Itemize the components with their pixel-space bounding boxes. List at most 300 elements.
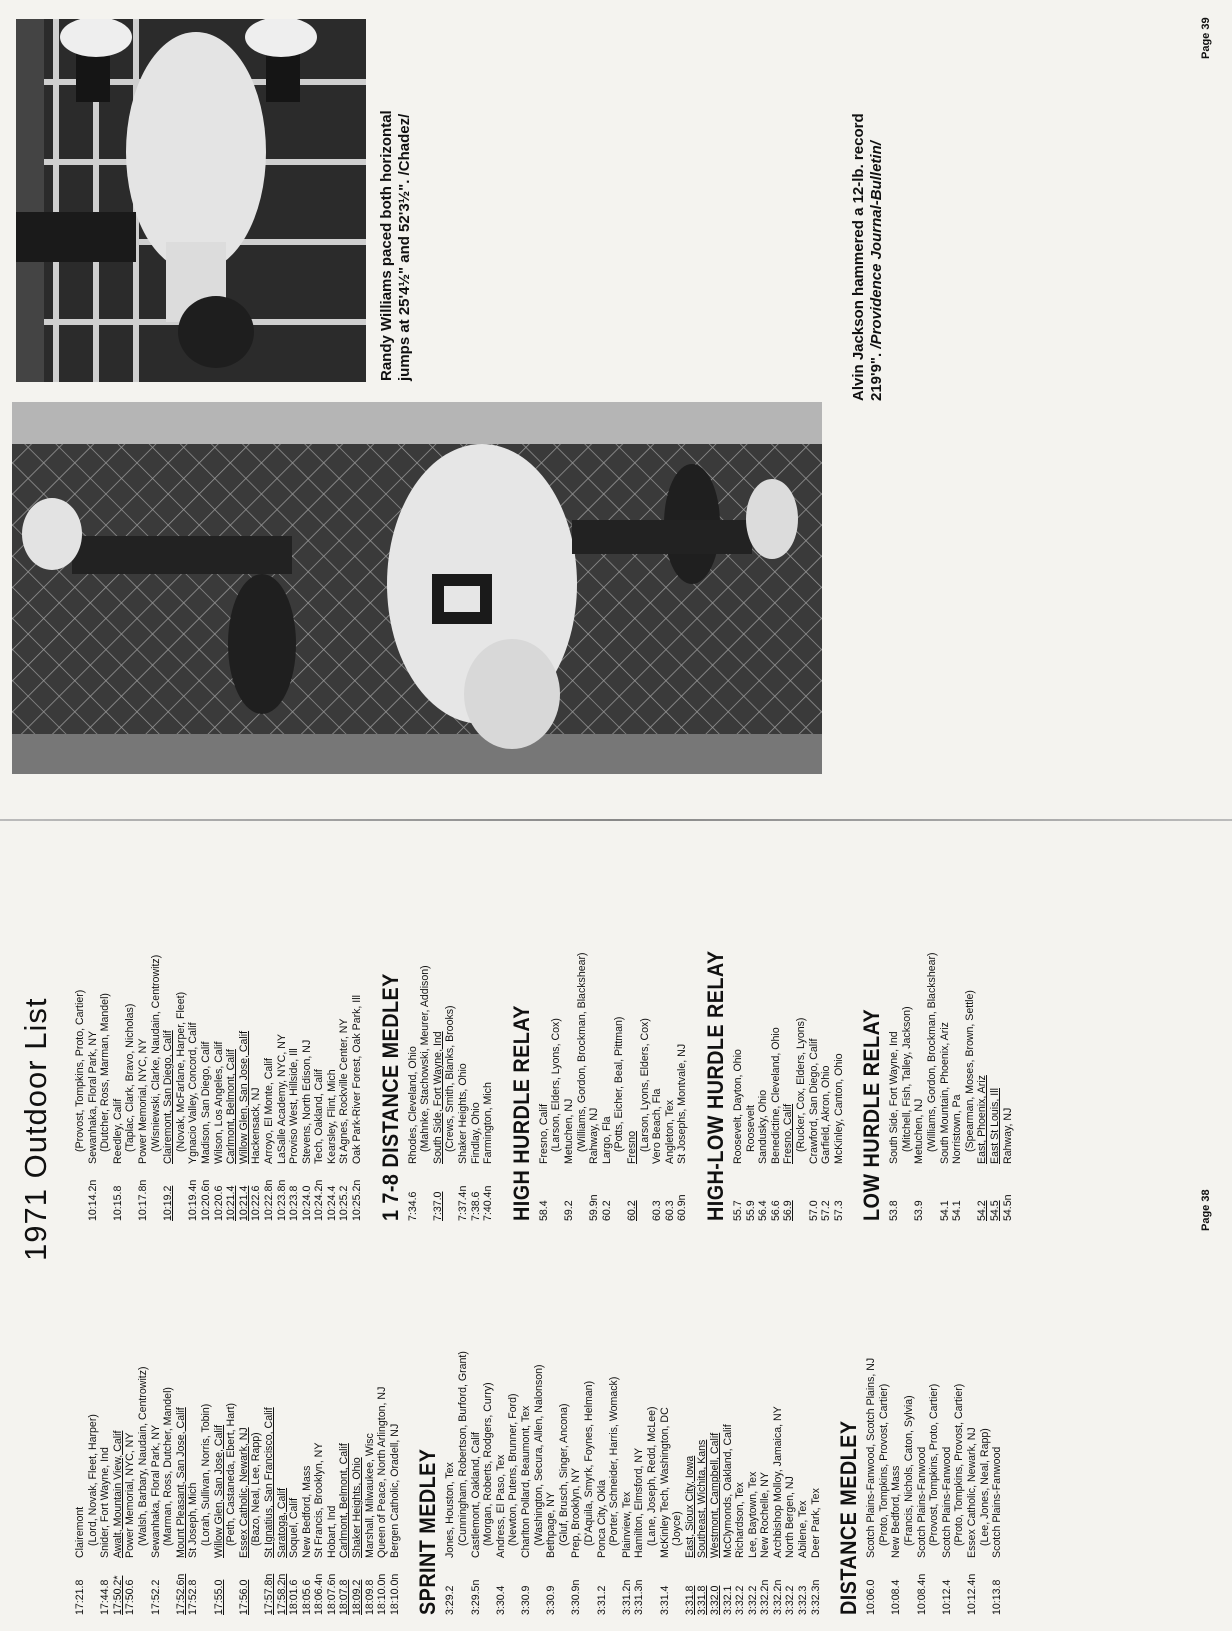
result-time: 3:30.9 — [520, 1585, 532, 1615]
result-school: (Spearman, Moses, Brown, Settle) — [963, 990, 976, 1152]
result-school: (Walsh, Barbary, Naudain, Centrowitz) — [136, 1366, 149, 1546]
result-time — [583, 1558, 596, 1615]
result-school: Ponca City, Okla — [595, 1479, 608, 1558]
section-heading-distance-medley: DISTANCE MEDLEY — [836, 1420, 862, 1615]
result-time: 17:52.6n — [174, 1573, 187, 1615]
result-row — [87, 1225, 100, 1615]
result-time — [124, 1164, 137, 1221]
result-row — [576, 831, 589, 1221]
result-time — [175, 1164, 188, 1221]
result-row — [888, 831, 901, 1221]
result-row — [213, 1225, 226, 1615]
result-time: 60.3 — [651, 1200, 664, 1221]
result-time: 3:31.2n — [620, 1579, 633, 1615]
hammer-photo-caption — [850, 11, 886, 401]
result-time — [507, 1558, 520, 1615]
left-page — [0, 821, 1232, 1631]
result-school: Rahway, NJ — [588, 1107, 601, 1164]
result-school: Carlmont, Belmont, Calif — [225, 1049, 238, 1164]
result-time: 3:32.1 — [721, 1585, 734, 1615]
result-school: (Novak, McFarlane, Harper, Fleet) — [174, 991, 187, 1152]
result-row — [313, 831, 326, 1221]
result-school: South Side, Fort Wayne, Ind — [888, 1031, 901, 1164]
result-time — [533, 1558, 546, 1615]
result-row — [520, 1225, 533, 1615]
result-row — [470, 1225, 483, 1615]
result-school: Willow Glen, San Jose, Calif — [212, 1424, 225, 1558]
result-time: 7:37.0 — [431, 1191, 444, 1221]
result-time — [99, 1164, 112, 1221]
result-school: (Bazo, Neal, Lee, Rapp) — [250, 1432, 263, 1546]
result-school: Power Memorial, NYC, NY — [124, 1432, 137, 1558]
result-row — [782, 831, 795, 1221]
result-row — [621, 1225, 634, 1615]
result-row — [313, 1225, 326, 1615]
results-list — [732, 831, 845, 1221]
result-time: 3:31.2 — [595, 1585, 608, 1615]
result-row — [150, 831, 163, 1221]
result-row — [326, 831, 339, 1221]
result-school: Madison, San Diego, Calif — [199, 1041, 212, 1164]
result-time: 10:20.6 — [212, 1185, 225, 1221]
result-school: Arroyo, El Monte, Calif — [262, 1058, 275, 1164]
result-row — [225, 1225, 238, 1615]
result-time: 54.5n — [1001, 1194, 1014, 1221]
result-row — [563, 831, 576, 1221]
result-time — [979, 1558, 992, 1615]
result-school: Fresno, Calif — [537, 1103, 550, 1164]
result-row — [470, 831, 483, 1221]
result-time: 10:24.0 — [300, 1185, 313, 1221]
caption-line: 219'9". — [868, 352, 885, 401]
result-school: Scotch Plains-Fanwood, Scotch Plains, NJ — [865, 1357, 878, 1558]
result-time: 10:23.8n — [275, 1179, 288, 1221]
result-row — [482, 1225, 495, 1615]
result-row — [916, 1225, 929, 1615]
result-time: 3:30.9 — [545, 1585, 558, 1615]
result-row — [966, 1225, 979, 1615]
result-school: (Mitchell, Fish, Talley, Jackson) — [900, 1006, 913, 1152]
result-school: Metuchen, NJ — [913, 1098, 926, 1164]
result-school: (Larson, Elders, Lyons, Cox) — [550, 1018, 563, 1152]
result-school: Soquel, Calif — [288, 1497, 301, 1558]
result-row — [444, 831, 457, 1221]
result-row — [558, 1225, 571, 1615]
results-column-2 — [74, 831, 1014, 1221]
result-school: (Lorah, Sullivan, Norris, Tobin) — [199, 1403, 212, 1546]
result-time: 18:10.0n — [388, 1573, 401, 1615]
result-school: Plainview, Tex — [620, 1491, 633, 1558]
result-row — [865, 1225, 878, 1615]
result-row — [457, 831, 470, 1221]
result-school: Shaker Heights, Ohio — [457, 1063, 470, 1164]
result-time: 60.2 — [600, 1200, 613, 1221]
result-row — [890, 1225, 903, 1615]
result-row — [989, 831, 1002, 1221]
result-time: 3:29.5n — [469, 1579, 482, 1615]
result-school: McKinley, Canton, Ohio — [832, 1053, 845, 1164]
result-time — [964, 1164, 977, 1221]
result-time: 3:31.4 — [658, 1585, 671, 1615]
jumper-photo — [16, 19, 366, 382]
result-row — [137, 831, 150, 1221]
results-list — [407, 831, 495, 1221]
caption-line: Randy Williams paced both horizontal — [378, 110, 395, 381]
result-row — [901, 831, 914, 1221]
result-school: Queen of Peace, North Arlington, NJ — [376, 1386, 389, 1558]
result-time: 17:58.2n — [275, 1573, 288, 1615]
result-school: Vero Beach, Fla — [651, 1088, 664, 1164]
result-school: Sewanhaka, Floral Park, NY — [149, 1424, 162, 1558]
result-school: (Cunningham, Robertson, Burford, Grant) — [457, 1351, 470, 1546]
result-time: 3:32.3n — [809, 1579, 822, 1615]
result-time — [550, 1164, 563, 1221]
result-school: (Lord, Novak, Fleet, Harper) — [86, 1414, 99, 1546]
result-time: 17:55.0 — [212, 1579, 225, 1615]
result-row — [263, 1225, 276, 1615]
result-time: 53.9 — [913, 1200, 926, 1221]
result-time: 17:50.2* — [111, 1575, 124, 1615]
result-row — [376, 1225, 389, 1615]
result-row — [747, 1225, 760, 1615]
result-time — [639, 1164, 652, 1221]
result-school: Clairemont — [74, 1506, 86, 1558]
result-row — [124, 831, 137, 1221]
result-school: McKinley Tech, Washington, DC — [658, 1407, 671, 1558]
result-school: Deer Park, Tex — [809, 1488, 822, 1558]
result-time — [903, 1558, 916, 1615]
result-row — [646, 1225, 659, 1615]
result-time: 17:50.6 — [124, 1579, 137, 1615]
result-row — [351, 1225, 364, 1615]
result-row — [162, 831, 175, 1221]
result-time — [250, 1558, 263, 1615]
result-row — [288, 1225, 301, 1615]
results-list — [538, 831, 689, 1221]
result-time: 55.7 — [731, 1200, 744, 1221]
result-row — [626, 831, 639, 1221]
result-time: 17:52.2 — [149, 1579, 162, 1615]
result-time: 57.2 — [820, 1200, 833, 1221]
result-row — [964, 831, 977, 1221]
result-row — [301, 1225, 314, 1615]
result-time — [558, 1558, 571, 1615]
result-school: St Agnes, Rockville Center, NY — [338, 1018, 351, 1164]
result-time: 3:32.0 — [708, 1585, 721, 1615]
result-school: New Bedford, Mass — [300, 1465, 313, 1558]
result-school: South Side, Fort Wayne, Ind — [431, 1031, 444, 1164]
result-row — [734, 1225, 747, 1615]
result-row — [601, 831, 614, 1221]
result-school: (Francis, Nichols, Caton, Sylvia) — [903, 1395, 916, 1546]
result-school: Metuchen, NJ — [563, 1098, 575, 1164]
result-time: 57.3 — [832, 1200, 845, 1221]
result-row — [351, 831, 364, 1221]
result-time: 56.6 — [769, 1200, 782, 1221]
result-school: (Newton, Putens, Brunner, Ford) — [507, 1393, 520, 1546]
result-row — [583, 1225, 596, 1615]
result-school: (Lee, Jones, Neal, Rapp) — [978, 1428, 991, 1546]
result-time: 18:09.8 — [363, 1579, 376, 1615]
result-time: 18:01.6 — [288, 1579, 301, 1615]
result-school: (Joyce) — [671, 1511, 684, 1546]
result-row — [797, 1225, 810, 1615]
result-school: Richardson, Tex — [734, 1482, 747, 1558]
result-row — [301, 831, 314, 1221]
result-row — [953, 1225, 966, 1615]
result-time: 54.1 — [938, 1200, 951, 1221]
results-list — [865, 1225, 1004, 1615]
result-time: 10:13.8 — [991, 1579, 1004, 1615]
result-time: 56.9 — [782, 1200, 795, 1221]
result-time: 10:14.2n — [86, 1179, 99, 1221]
result-time — [457, 1558, 470, 1615]
result-time: 3:30.4 — [494, 1585, 507, 1615]
result-school: South Mountain, Phoenix, Ariz — [938, 1022, 951, 1164]
result-row — [250, 831, 263, 1221]
result-school: (Marman, Ross, Dutcher, Mandel) — [162, 1387, 175, 1546]
result-row — [87, 831, 100, 1221]
result-row — [250, 1225, 263, 1615]
result-time — [137, 1558, 150, 1615]
section-heading-high-low-hurdle-relay: HIGH-LOW HURDLE RELAY — [702, 950, 728, 1221]
result-row — [903, 1225, 916, 1615]
result-school: (Peth, Castaneda, Ebert, Hart) — [225, 1402, 238, 1546]
result-time: 10:19.4n — [187, 1179, 200, 1221]
result-row — [507, 1225, 520, 1615]
result-row — [137, 1225, 150, 1615]
result-row — [939, 831, 952, 1221]
result-school: Benedictine, Cleveland, Ohio — [769, 1027, 782, 1164]
result-school: Andress, El Paso, Tex — [494, 1454, 507, 1558]
result-school: Prep, Brooklyn, NY — [570, 1467, 583, 1558]
result-row — [213, 831, 226, 1221]
result-time: 10:06.0 — [865, 1579, 878, 1615]
result-school: Awalt, Mountain View, Calif — [111, 1430, 124, 1558]
result-school: Farmington, Mich — [482, 1082, 495, 1164]
result-school: (Proto, Tompkins, Provost, Cartier) — [877, 1383, 890, 1546]
result-time: 10:08.4 — [890, 1579, 903, 1615]
result-time: 18:09.2 — [351, 1579, 364, 1615]
result-time: 10:15.8 — [111, 1185, 124, 1221]
result-time — [671, 1558, 684, 1615]
result-time — [795, 1164, 808, 1221]
result-school: Angleton, Tex — [663, 1099, 676, 1164]
result-school: St Joseph, Mich — [187, 1482, 200, 1558]
result-school: (Williams, Gordon, Brockman, Blackshear) — [575, 952, 588, 1152]
result-row — [150, 1225, 163, 1615]
result-row — [608, 1225, 621, 1615]
result-school: New Bedford, Mass — [890, 1465, 903, 1558]
result-time: 17:52.8 — [187, 1579, 200, 1615]
result-school: North Bergen, NJ — [784, 1476, 797, 1558]
result-school: Lee, Baytown, Tex — [746, 1471, 759, 1558]
result-time: 3:32.2 — [784, 1585, 797, 1615]
result-row — [338, 1225, 351, 1615]
result-row — [175, 1225, 188, 1615]
result-row — [162, 1225, 175, 1615]
result-school: Hobart, Ind — [325, 1505, 338, 1558]
result-time: 18:07.8 — [338, 1579, 351, 1615]
result-time: 54.2 — [976, 1200, 989, 1221]
result-school: Castlemont, Oakland, Calif — [469, 1431, 482, 1558]
result-time — [482, 1558, 495, 1615]
result-time — [444, 1164, 457, 1221]
result-time: 3:31.8 — [696, 1585, 709, 1615]
result-row — [550, 831, 563, 1221]
result-row — [613, 831, 626, 1221]
result-time: 10:21.4 — [237, 1185, 250, 1221]
result-time: 10:24.4 — [325, 1185, 338, 1221]
result-row — [979, 1225, 992, 1615]
result-row — [200, 831, 213, 1221]
results-list — [888, 831, 1014, 1221]
result-row — [364, 1225, 377, 1615]
result-time: 10:21.4 — [225, 1185, 238, 1221]
result-time: 57.0 — [807, 1200, 820, 1221]
result-time: 17:57.8n — [262, 1573, 275, 1615]
result-school: Abilene, Tex — [797, 1500, 810, 1558]
result-row — [200, 1225, 213, 1615]
result-school: East, Sioux City, Iowa — [683, 1455, 696, 1558]
result-time: 3:30.9n — [570, 1579, 583, 1615]
result-time — [225, 1558, 238, 1615]
result-time: 10:22.8n — [262, 1179, 275, 1221]
result-school: Snider, Fort Wayne, Ind — [99, 1447, 112, 1558]
result-row — [238, 831, 251, 1221]
result-school: Bethpage, NY — [545, 1492, 558, 1558]
hammer-thrower-photo — [12, 402, 822, 774]
section-heading-178-distance-medley: 1 7-8 DISTANCE MEDLEY — [377, 973, 403, 1221]
result-time — [926, 1164, 939, 1221]
results-list — [444, 1225, 822, 1615]
result-school: Roosevelt — [744, 1104, 757, 1152]
result-time: 17:56.0 — [237, 1579, 250, 1615]
result-school: Southeast, Wichita, Kans — [696, 1439, 709, 1558]
result-school: Ygnacio Valley, Concord, Calif — [187, 1022, 200, 1164]
page-number: Page 38 — [1200, 1189, 1212, 1231]
result-school: (Washington, Secura, Allen, Nalonson) — [532, 1364, 545, 1546]
hammer-thrower-photo-image — [12, 402, 822, 774]
result-school: (D'Aquila, Smyrk, Foynes, Helman) — [582, 1380, 595, 1546]
result-school: Scotch Plains-Fanwood — [991, 1446, 1004, 1558]
result-time: 7:40.4n — [482, 1185, 495, 1221]
result-time: 3:32.2n — [759, 1579, 772, 1615]
result-school: Fresno, Calif — [782, 1103, 795, 1164]
result-time: 10:19.2 — [162, 1185, 175, 1221]
result-time — [901, 1164, 914, 1221]
result-row — [639, 831, 652, 1221]
page-gutter — [0, 819, 1232, 821]
result-time: 3:29.2 — [444, 1585, 457, 1615]
jumper-photo-image — [16, 19, 366, 382]
result-time — [576, 1164, 589, 1221]
result-time — [150, 1164, 163, 1221]
result-time: 10:20.6n — [199, 1179, 212, 1221]
result-school: Crawford, San Diego, Calif — [807, 1038, 820, 1164]
result-school: Power Memorial, NYC, NY — [136, 1038, 149, 1164]
result-row — [74, 1225, 87, 1615]
result-time: 10:12.4 — [940, 1579, 953, 1615]
result-school: Marshall, Milwaukee, Wisc — [363, 1433, 376, 1558]
result-time: 60.3 — [663, 1200, 676, 1221]
result-row — [545, 1225, 558, 1615]
result-school: Garfield, Akron, Ohio — [820, 1065, 833, 1164]
result-row — [745, 831, 758, 1221]
result-row — [784, 1225, 797, 1615]
result-time: 18:05.6 — [300, 1579, 313, 1615]
result-time — [608, 1558, 621, 1615]
result-school: McClymonds, Oakland, Calif — [721, 1424, 734, 1558]
section-heading-sprint-medley: SPRINT MEDLEY — [415, 1448, 441, 1615]
result-row — [419, 831, 432, 1221]
result-school: Rhodes, Cleveland, Ohio — [406, 1046, 419, 1164]
result-time: 17:21.8 — [74, 1579, 86, 1615]
result-time: 10:17.8n — [136, 1179, 149, 1221]
result-row — [495, 1225, 508, 1615]
result-school: Essex Catholic, Newark, NJ — [966, 1427, 978, 1558]
result-row — [112, 831, 125, 1221]
result-row — [659, 1225, 672, 1615]
result-row — [99, 1225, 112, 1615]
result-school: (Crews, Smith, Blanks, Brooks) — [444, 1005, 457, 1152]
result-row — [684, 1225, 697, 1615]
results-list — [74, 1225, 401, 1615]
result-row — [991, 1225, 1004, 1615]
result-school: Carlmont, Belmont, Calif — [338, 1443, 351, 1558]
result-time — [646, 1558, 659, 1615]
result-time: 3:32.2 — [746, 1585, 759, 1615]
result-row — [238, 1225, 251, 1615]
section-heading-low-hurdle-relay: LOW HURDLE RELAY — [859, 1008, 885, 1221]
result-school: St Josephs, Montvale, NJ — [676, 1043, 689, 1164]
result-time: 7:37.4n — [457, 1185, 470, 1221]
result-school: (Williams, Gordon, Brockman, Blackshear) — [926, 952, 939, 1152]
results-column-1 — [74, 1225, 1004, 1615]
result-row — [99, 831, 112, 1221]
result-school: Sandusky, Ohio — [757, 1089, 770, 1164]
result-row — [457, 1225, 470, 1615]
result-school: Rahway, NJ — [1001, 1107, 1014, 1164]
result-school: (Porter, Schneider, Harris, Womack) — [608, 1376, 621, 1546]
caption-line: jumps at 25'4½" and 52'3½". /Chadez/ — [396, 113, 413, 381]
result-school: (Morgan, Roberts, Rodgers, Curry) — [482, 1382, 495, 1546]
result-school: Scotch Plains-Fanwood — [915, 1446, 928, 1558]
result-time: 53.8 — [888, 1200, 901, 1221]
photo-credit: /Providence Journal-Bulletin/ — [868, 141, 885, 349]
page-number: Page 39 — [1200, 17, 1212, 59]
result-time: 3:31.8 — [683, 1585, 696, 1615]
result-school: (Gluf, Brusch, Singer, Ancona) — [557, 1403, 570, 1546]
result-time: 18:07.6n — [325, 1573, 338, 1615]
caption-line: Alvin Jackson hammered a 12-lb. record — [850, 113, 867, 401]
result-school: Hackensack, NJ — [250, 1087, 263, 1164]
result-school: New Rochelle, NY — [759, 1472, 772, 1558]
result-time — [928, 1558, 941, 1615]
result-row — [444, 1225, 457, 1615]
jumper-photo-caption — [378, 1, 414, 381]
result-row — [263, 831, 276, 1221]
result-row — [820, 831, 833, 1221]
result-school: Findlay, Ohio — [469, 1102, 482, 1164]
result-row — [696, 1225, 709, 1615]
result-row — [671, 1225, 684, 1615]
result-school: (Lane, Joseph, Redd, McLee) — [645, 1406, 658, 1546]
result-time — [162, 1558, 175, 1615]
result-time — [200, 1558, 213, 1615]
result-row — [732, 831, 745, 1221]
result-row — [482, 831, 495, 1221]
